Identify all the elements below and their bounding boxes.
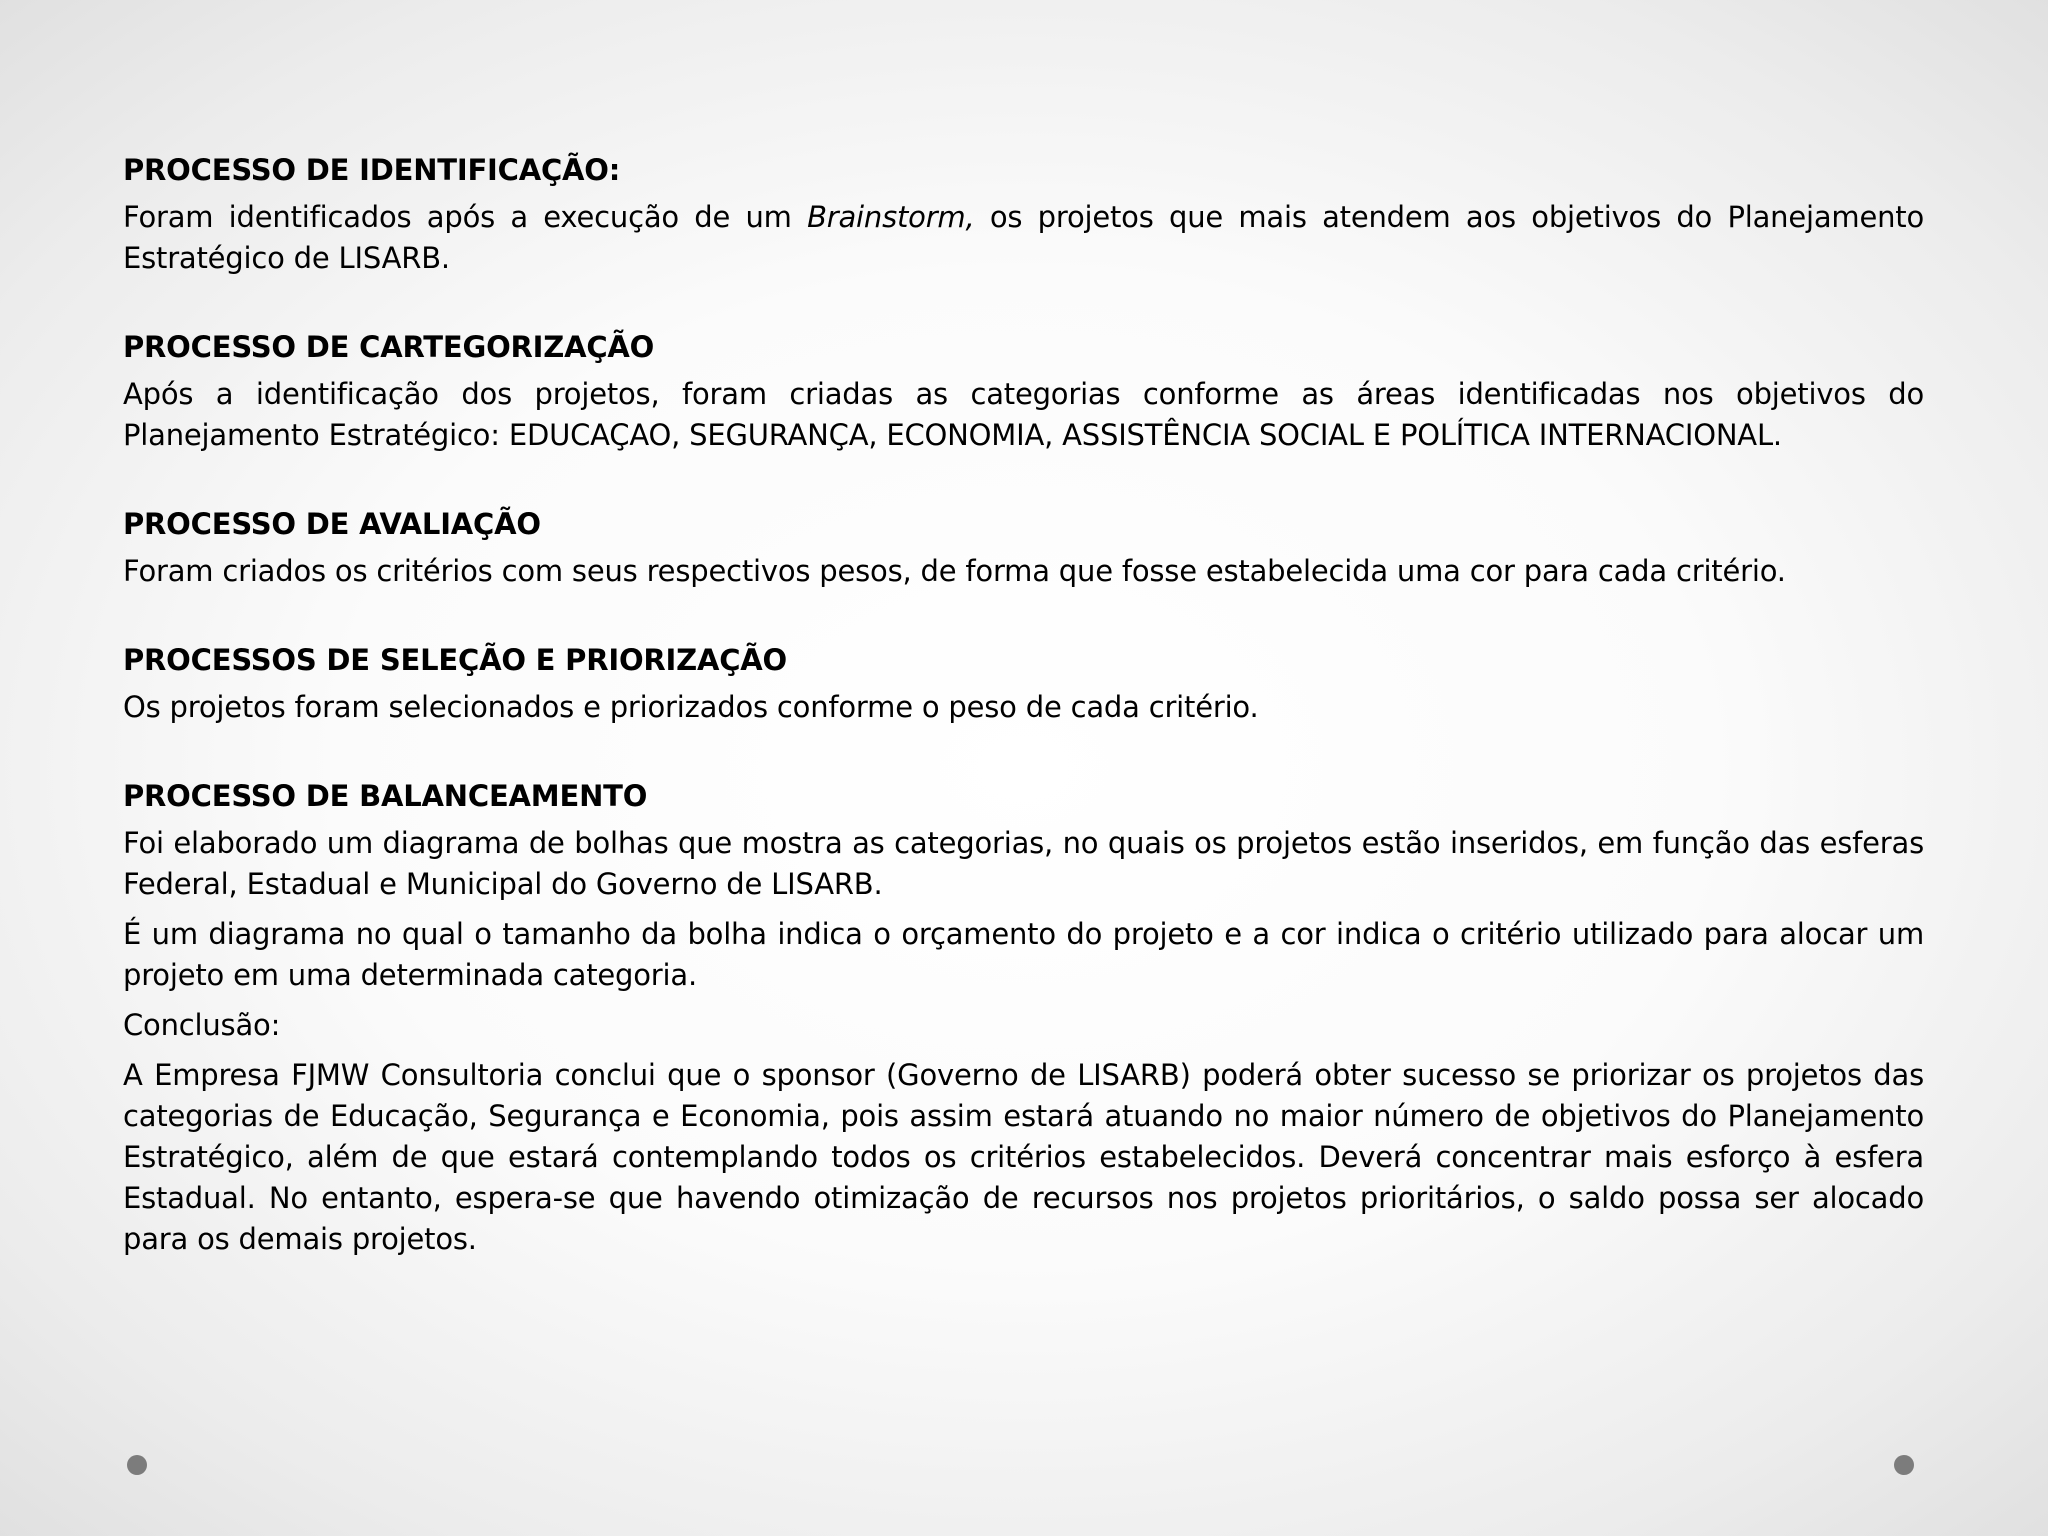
bullet-dot-icon [1894, 1455, 1914, 1475]
slide-content [123, 150, 1924, 1260]
section-paragraph: Após a identificação dos projetos, foram criadas as categorias conforme as áreas identificadas nos objetivos do Planejamento Estratégico: EDUCAÇAO, SEGURANÇA, ECONOMIA, ASSISTÊNCIA SOCIAL E POLÍTICA INTERNACIONAL. [123, 377, 1924, 452]
paragraph-text: os projetos que mais atendem aos objetivos do Planejamento Estratégico de LISARB. [123, 200, 1924, 275]
paragraph-text: Foram identificados após a execução de um [123, 200, 808, 234]
section-heading: PROCESSO DE AVALIAÇÃO [123, 507, 541, 541]
bullet-dot-icon [127, 1455, 147, 1475]
section-heading: PROCESSO DE IDENTIFICAÇÃO: [123, 153, 621, 187]
section-heading: PROCESSO DE CARTEGORIZAÇÃO [123, 330, 655, 364]
section-paragraph: É um diagrama no qual o tamanho da bolha indica o orçamento do projeto e a cor indica o critério utilizado para alocar um projeto em uma determinada categoria. [123, 917, 1924, 992]
section-paragraph: Foram criados os critérios com seus respectivos pesos, de forma que fosse estabelecida uma cor para cada critério. [123, 554, 1786, 588]
section-identificacao [123, 150, 1924, 279]
paragraph-emphasis: Brainstorm, [807, 200, 975, 234]
conclusion-label: Conclusão: [123, 1008, 281, 1042]
section-selecao-priorizacao [123, 640, 1924, 728]
section-heading: PROCESSOS DE SELEÇÃO E PRIORIZAÇÃO [123, 643, 787, 677]
section-avaliacao [123, 504, 1924, 592]
section-paragraph [123, 197, 1924, 279]
section-categorizacao [123, 327, 1924, 456]
section-heading: PROCESSO DE BALANCEAMENTO [123, 779, 648, 813]
conclusion-paragraph: A Empresa FJMW Consultoria conclui que o sponsor (Governo de LISARB) poderá obter sucesso se priorizar os projetos das categorias de Educação, Segurança e Economia, pois assim estará atuando no maior número de objetivos do Planejamento Estratégico, além de que estará contemplando todos os critérios estabelecidos. Deverá concentrar mais esforço à esfera Estadual. No entanto, espera-se que havendo otimização de recursos nos projetos prioritários, o saldo possa ser alocado para os demais projetos. [123, 1058, 1924, 1256]
section-paragraph: Os projetos foram selecionados e priorizados conforme o peso de cada critério. [123, 690, 1259, 724]
section-paragraph: Foi elaborado um diagrama de bolhas que mostra as categorias, no quais os projetos estão inseridos, em função das esferas Federal, Estadual e Municipal do Governo de LISARB. [123, 826, 1924, 901]
section-balanceamento [123, 776, 1924, 1260]
